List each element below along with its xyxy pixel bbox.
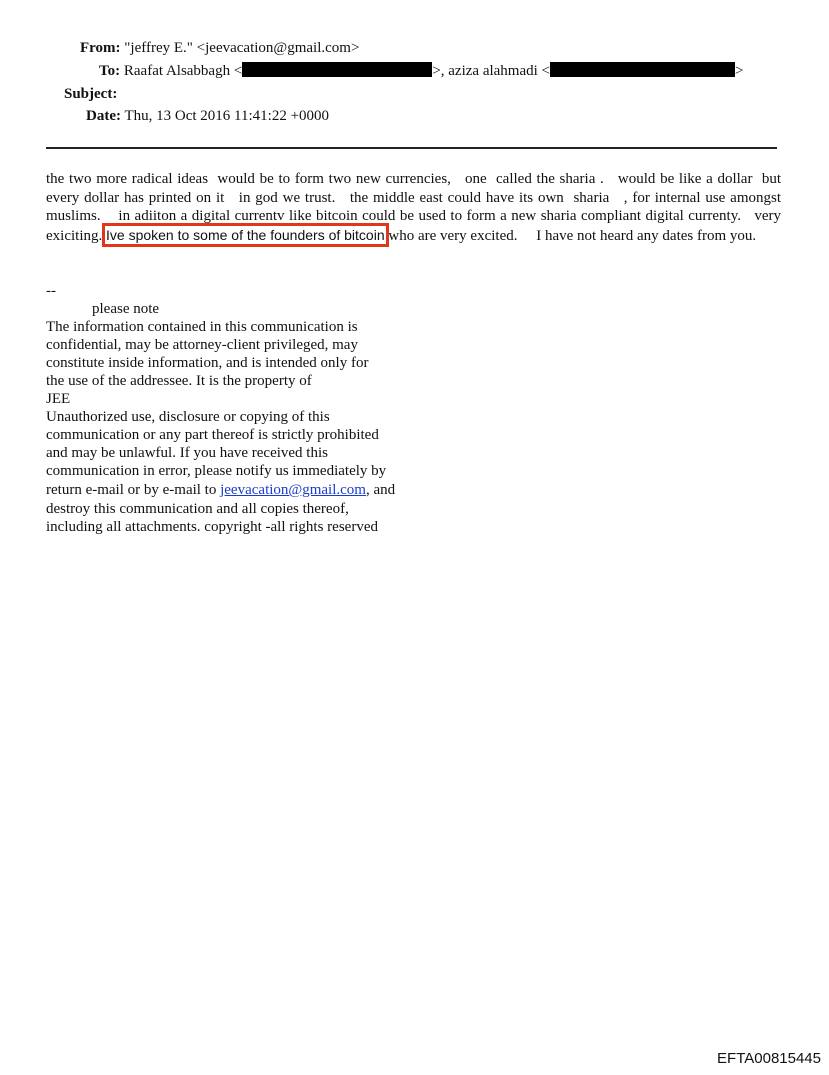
disclaimer-line: communication or any part thereof is strictly prohibited (46, 427, 379, 443)
to-separator: >, aziza alahmadi < (432, 63, 551, 79)
subject-label: Subject: (64, 86, 118, 102)
header-divider (46, 147, 777, 149)
disclaimer-line: The information contained in this communication is (46, 319, 358, 335)
redaction-box (242, 62, 432, 77)
mail-suffix: , and (365, 482, 396, 498)
to-name-1: Raafat Alsabbagh < (123, 63, 243, 79)
date-value: Thu, 13 Oct 2016 11:41:22 +0000 (124, 108, 330, 124)
disclaimer-line: including all attachments. copyright -all rights reserved (46, 519, 378, 535)
disclaimer-line: JEE (46, 391, 71, 407)
subject-row (64, 85, 117, 103)
from-value: "jeffrey E." <jeevacation@gmail.com> (124, 40, 360, 56)
redaction-box (550, 62, 735, 77)
body-text-after: who are very excited. I have not heard any dates from you. (384, 227, 757, 244)
disclaimer-line: the use of the addressee. It is the property of (46, 373, 312, 389)
signature-dashes: -- (46, 283, 56, 299)
disclaimer-line: constitute inside information, and is intended only for (46, 355, 369, 371)
disclaimer-line: destroy this communication and all copies thereof, (46, 501, 349, 517)
disclaimer-line: Unauthorized use, disclosure or copying of this (46, 409, 330, 425)
please-note: please note (92, 301, 160, 317)
email-link[interactable]: jeevacation@gmail.com (220, 482, 366, 498)
to-row (99, 62, 743, 80)
highlighted-sentence: Ive spoken to some of the founders of bitcoin (106, 226, 385, 243)
date-row (86, 107, 329, 125)
from-label: From: (80, 40, 121, 56)
mail-prefix: return e-mail or by e-mail to (46, 482, 221, 498)
disclaimer-line: confidential, may be attorney-client privileged, may (46, 337, 358, 353)
from-row (80, 39, 359, 57)
to-end: > (735, 63, 744, 79)
disclaimer-line: communication in error, please notify us immediately by (46, 463, 387, 479)
body-text-before: the two more radical ideas would be to form two new currencies, one called the sharia . would be like a dollar but every dollar has printed on it in god we trust. the middle east could have its own sharia , for internal use amongst muslims. in adiiton a digital currentv like bitcoin could be used to form a new sharia compliant digital currenty. very exiciting. (46, 171, 785, 244)
disclaimer-mail-line (46, 481, 395, 499)
document-stamp: EFTA00815445 (717, 1050, 821, 1067)
message-body (46, 170, 785, 245)
date-label: Date: (86, 108, 121, 124)
to-label: To: (99, 63, 121, 79)
disclaimer-line: and may be unlawful. If you have received this (46, 445, 328, 461)
